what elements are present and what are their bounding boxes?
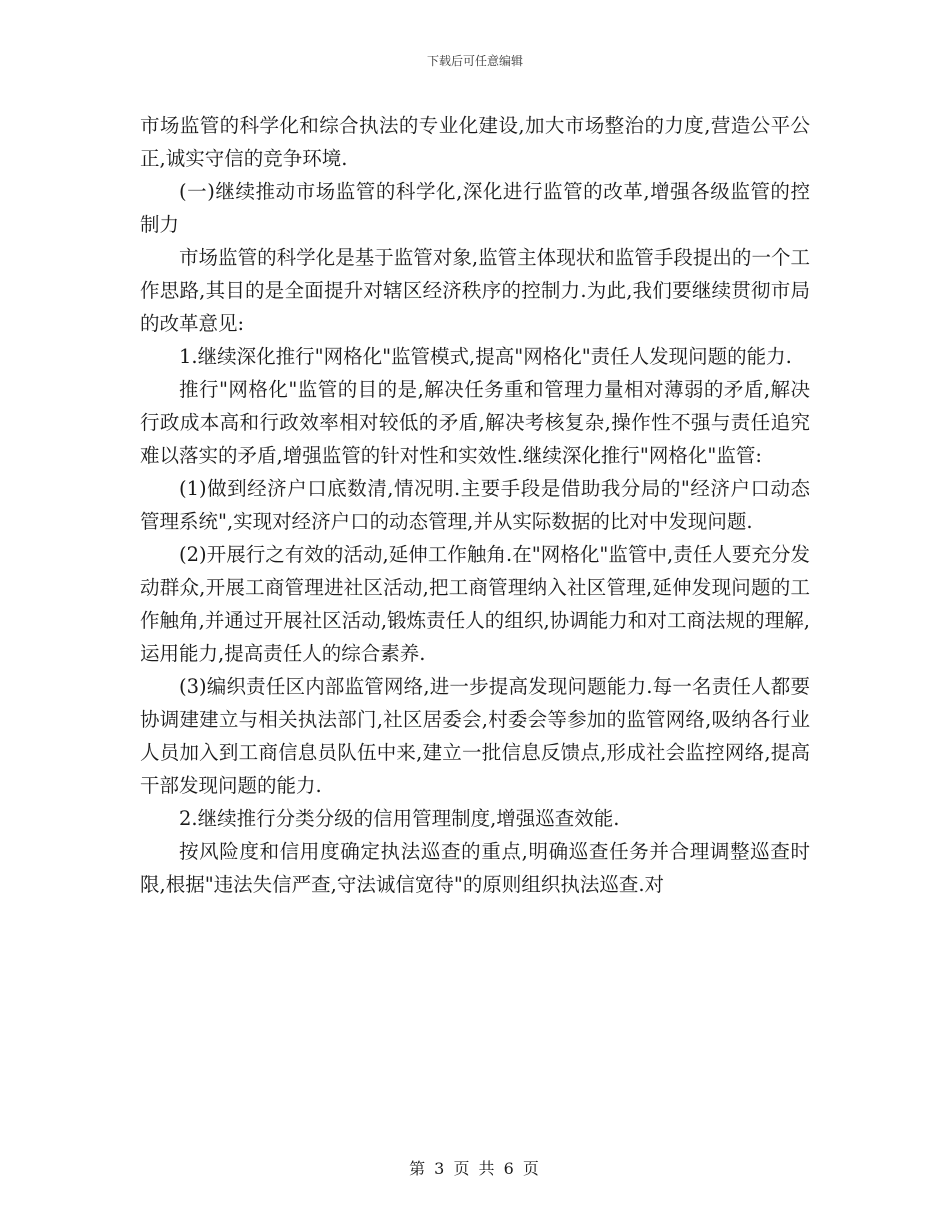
paragraph-3: 市场监管的科学化是基于监管对象,监管主体现状和监管手段提出的一个工作思路,其目的是全面提升对辖区经济秩序的控制力.为此,我们要继续贯彻市局的改革意见:: [140, 246, 810, 335]
paragraph-7: (2)开展行之有效的活动,延伸工作触角.在"网格化"监管中,责任人要充分发动群众,开展工商管理进社区活动,把工商管理纳入社区管理,延伸发现问题的工作触角,并通过开展社区活动,锻炼责任人的组织,协调能力和对工商法规的理解,运用能力,提高责任人的综合素养.: [140, 543, 810, 665]
document-body: [140, 109, 810, 901]
paragraph-8: (3)编织责任区内部监管网络,进一步提高发现问题能力.每一名责任人都要协调建建立与相关执法部门,社区居委会,村委会等参加的监管网络,吸纳各行业人员加入到工商信息员队伍中来,建立一批信息反馈点,形成社会监控网络,提高干部发现问题的能力.: [140, 675, 810, 797]
paragraph-2: (一)继续推动市场监管的科学化,深化进行监管的改革,增强各级监管的控制力: [140, 180, 810, 236]
page-header: 下载后可任意编辑: [426, 54, 523, 68]
paragraph-9: 2.继续推行分类分级的信用管理制度,增强巡查效能.: [179, 807, 620, 830]
paragraph-1: 市场监管的科学化和综合执法的专业化建设,加大市场整治的力度,营造公平公正,诚实守信的竞争环境.: [140, 114, 810, 170]
paragraph-4: 1.继续深化推行"网格化"监管模式,提高"网格化"责任人发现问题的能力.: [179, 345, 792, 368]
paragraph-6: (1)做到经济户口底数清,情况明.主要手段是借助我分局的"经济户口动态管理系统",实现对经济户口的动态管理,并从实际数据的比对中发现问题.: [140, 477, 810, 533]
page-number: 第 3 页 共 6 页: [409, 1159, 541, 1178]
paragraph-5: 推行"网格化"监管的目的是,解决任务重和管理力量相对薄弱的矛盾,解决行政成本高和行政效率相对较低的矛盾,解决考核复杂,操作性不强与责任追究难以落实的矛盾,增强监管的针对性和实效性.继续深化推行"网格化"监管:: [140, 378, 810, 467]
paragraph-10: 按风险度和信用度确定执法巡查的重点,明确巡查任务并合理调整巡查时限,根据"违法失信严查,守法诚信宽待"的原则组织执法巡查.对: [140, 840, 810, 896]
